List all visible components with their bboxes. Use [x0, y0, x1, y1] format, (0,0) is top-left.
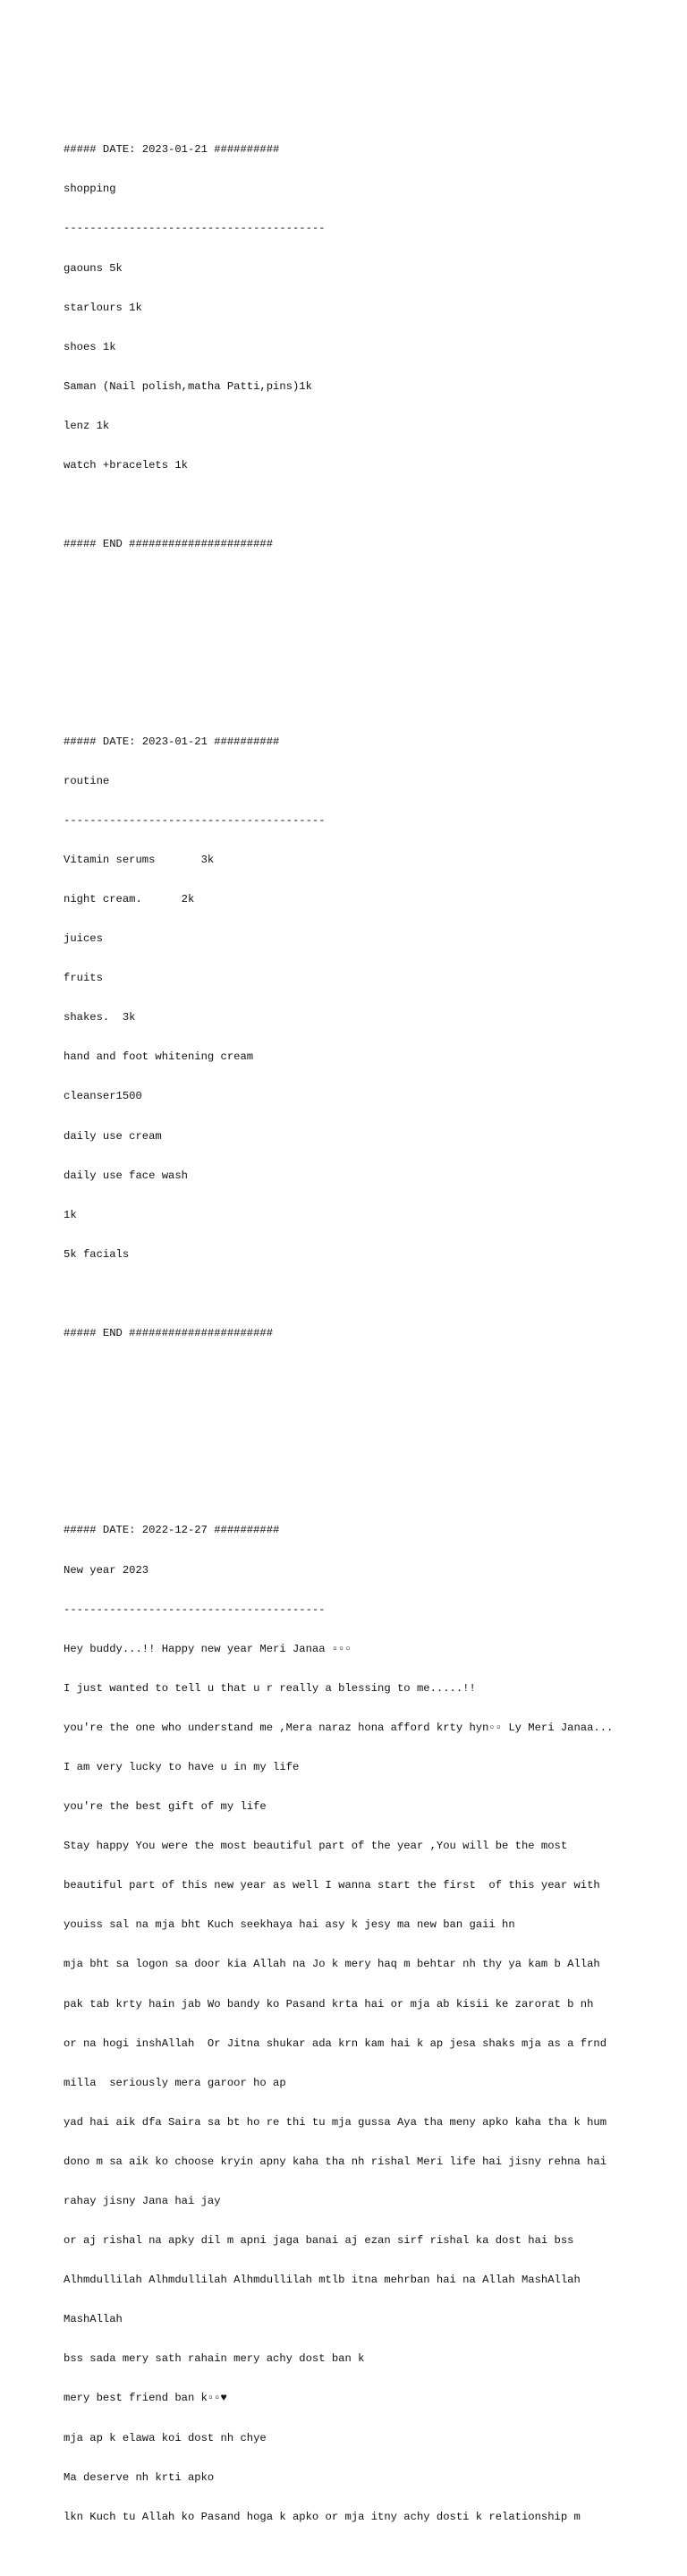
- blank-line: [64, 1288, 681, 1301]
- entry-line: MashAllah: [64, 2313, 123, 2326]
- entry-line: yad hai aik dfa Saira sa bt ho re thi tu mja gussa Aya tha meny apko kaha tha k hum: [64, 2115, 607, 2129]
- entry-line: mja bht sa logon sa door kia Allah na Jo k mery haq m behtar nh thy ya kam b Allah: [64, 1958, 600, 1971]
- entry-line: daily use face wash: [64, 1169, 188, 1182]
- entry-line: milla seriously mera garoor ho ap: [64, 2076, 286, 2089]
- entry-line: shakes. 3k: [64, 1011, 136, 1024]
- entry-line: I just wanted to tell u that u r really a blessing to me.....!!: [64, 1681, 476, 1695]
- entry-separator: ----------------------------------------: [64, 222, 326, 235]
- entry-line: rahay jisny Jana hai jay: [64, 2195, 221, 2207]
- entry-line: you're the best gift of my life: [64, 1800, 267, 1814]
- entry-line: watch +bracelets 1k: [64, 458, 188, 472]
- entry-line: fruits: [64, 972, 103, 985]
- entry-title: shopping: [64, 183, 116, 196]
- entry-line: mja ap k elawa koi dost nh chye: [64, 2431, 267, 2444]
- entry-line: or aj rishal na apky dil m apni jaga banai aj ezan sirf rishal ka dost hai bss: [64, 2234, 574, 2248]
- entry-line: mery best friend ban k▫▫♥: [64, 2392, 227, 2405]
- entry-line: youiss sal na mja bht Kuch seekhaya hai asy k jesy ma new ban gaii hn: [64, 1918, 515, 1932]
- entry-line: you're the one who understand me ,Mera naraz hona afford krty hyn▫▫ Ly Meri Janaa...: [64, 1721, 614, 1734]
- entry-line: I am very lucky to have u in my life: [64, 1760, 300, 1773]
- entry-line: Saman (Nail polish,matha Patti,pins)1k: [64, 379, 312, 393]
- entry-line: starlours 1k: [64, 301, 142, 314]
- entry-date-header: ##### DATE: 2023-01-21 ##########: [64, 735, 280, 748]
- entry-line: lenz 1k: [64, 419, 110, 432]
- entry-line: Ma deserve nh krti apko: [64, 2470, 215, 2484]
- entry-line: Vitamin serums 3k: [64, 853, 215, 866]
- entry-title: New year 2023: [64, 1563, 149, 1577]
- entry-title: routine: [64, 774, 110, 787]
- entry-line: Alhmdullilah Alhmdullilah Alhmdullilah mtlb itna mehrban hai na Allah MashAllah: [64, 2274, 581, 2287]
- entry-line: or na hogi inshAllah Or Jitna shukar ada krn kam hai k ap jesa shaks mja as a frnd: [64, 2036, 607, 2050]
- diary-entry: [64, 1498, 681, 2550]
- entry-line: bss sada mery sath rahain mery achy dost ban k: [64, 2352, 365, 2366]
- entry-separator: ----------------------------------------: [64, 1603, 326, 1616]
- entry-line: beautiful part of this new year as well I wanna start the first of this year with: [64, 1879, 600, 1892]
- entry-line: dono m sa aik ko choose kryin apny kaha tha nh rishal Meri life hai jisny rehna hai: [64, 2155, 607, 2168]
- entry-end-footer: ##### END ######################: [64, 538, 274, 551]
- entry-line: lkn Kuch tu Allah ko Pasand hoga k apko or mja itny achy dosti k relationship m: [64, 2510, 581, 2523]
- entry-line: juices: [64, 932, 103, 946]
- entry-separator: ----------------------------------------: [64, 813, 326, 827]
- entry-gap: [64, 616, 681, 656]
- diary-entry: [64, 709, 681, 1366]
- entry-date-header: ##### DATE: 2022-12-27 ##########: [64, 1524, 280, 1537]
- entry-line: Stay happy You were the most beautiful part of the year ,You will be the most: [64, 1840, 568, 1853]
- entry-line: daily use cream: [64, 1129, 162, 1143]
- entry-end-footer: ##### END ######################: [64, 1326, 274, 1339]
- entry-gap: [64, 1406, 681, 1445]
- entry-line: shoes 1k: [64, 340, 116, 353]
- entry-line: 1k: [64, 1208, 77, 1221]
- entry-line: 5k facials: [64, 1247, 130, 1261]
- entry-line: cleanser1500: [64, 1090, 142, 1103]
- entry-date-header: ##### DATE: 2023-01-21 ##########: [64, 143, 280, 157]
- entry-line: gaouns 5k: [64, 261, 123, 275]
- entry-line: Hey buddy...!! Happy new year Meri Janaa ▫▫▫: [64, 1642, 352, 1655]
- entry-line: night cream. 2k: [64, 892, 195, 905]
- document-page: [64, 64, 681, 2576]
- entry-line: pak tab krty hain jab Wo bandy ko Pasand krta hai or mja ab kisii ke zarorat b nh: [64, 1997, 594, 2011]
- blank-line: [64, 498, 681, 512]
- diary-entry: [64, 117, 681, 577]
- entry-line: hand and foot whitening cream: [64, 1050, 254, 1064]
